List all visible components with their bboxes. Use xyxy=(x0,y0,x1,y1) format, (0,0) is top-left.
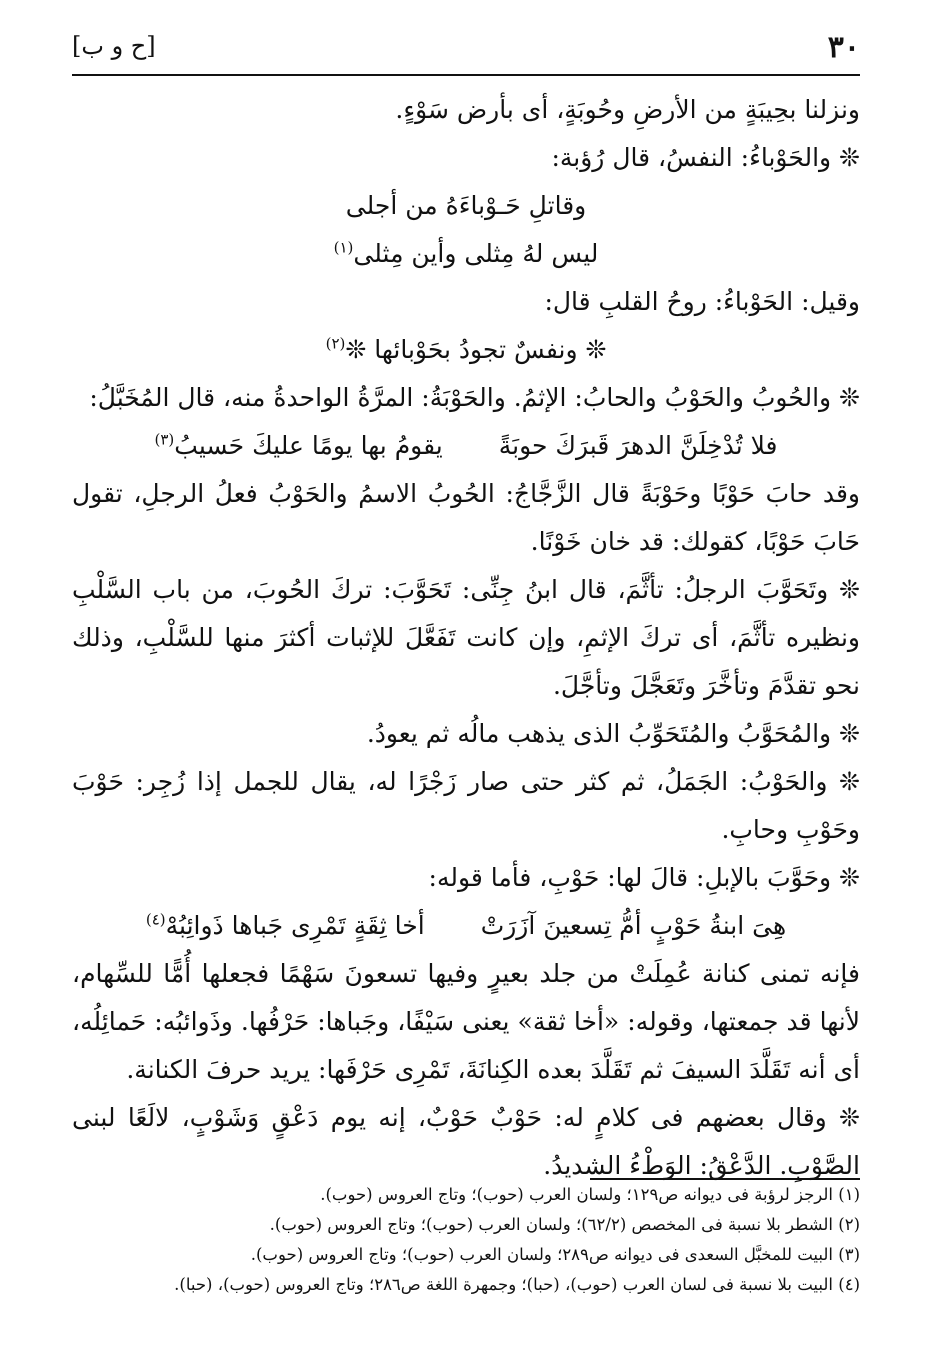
verse-couplet xyxy=(72,902,860,950)
verse-line xyxy=(72,326,860,374)
entry-paragraph xyxy=(72,374,860,422)
line-text: ونزلنا بحِيبَةٍ من الأرضِ وحُوبَةٍ، أى بأرض سَوْءٍ. xyxy=(395,95,860,124)
footnote: (٤) البيت بلا نسبة فى لسان العرب (حوب)، (حبا)؛ وجمهرة اللغة ص٢٨٦؛ وتاج العروس (حوب)، (حبا). xyxy=(174,1275,860,1294)
hemistich-second: يقومُ بها يومًا عليكَ حَسيبُ xyxy=(174,431,443,460)
verse-couplet xyxy=(72,422,860,470)
line-text: ❊ والحَوْباءُ: النفسُ، قال رُؤبة: xyxy=(551,143,860,172)
footnote: (٢) الشطر بلا نسبة فى المخصص (٦٢/٢)؛ ولسان العرب (حوب)؛ وتاج العروس (حوب). xyxy=(269,1215,860,1234)
entry-paragraph xyxy=(72,950,860,1094)
hemistich-first: هِىَ ابنةُ حَوْبٍ أمُّ تِسعينَ آزَرَتْ xyxy=(480,911,787,940)
entry-paragraph xyxy=(72,710,860,758)
hemistich-second: أخا ثِقَةٍ تَمْرِى جَباها ذَوائِبُهْ xyxy=(165,911,425,940)
line-text: ❊ وحَوَّبَ بالإبلِ: قالَ لها: حَوْبِ، فأما قوله: xyxy=(428,863,860,892)
footnote-marker: (٣) xyxy=(154,430,175,449)
hemistich-second-wrap xyxy=(146,902,425,950)
footnotes xyxy=(72,1180,860,1300)
line-text: ❊ وتَحَوَّبَ الرجلُ: تأثَّمَ، قال ابنُ جِنِّى: تَحَوَّبَ: تركَ الحُوبَ، من باب السَّلْبِ ونظيره تأثَّمَ، أى تركَ الإثمِ، وإن كانت تَفَعَّلَ للإثبات أكثرَ منها للسَّلْبِ، وذلك نحو تقدَّمَ وتأخَّرَ وتَعَجَّلَ وتأجَّلَ. xyxy=(72,575,860,700)
root-bracket: [ح و ب] xyxy=(72,32,156,60)
footnote-marker: (٢) xyxy=(325,334,346,353)
line-text: ❊ ونفسٌ تجودُ بحَوْبائها ❊ xyxy=(345,335,607,364)
footnote-marker: (١) xyxy=(333,238,354,257)
entry-paragraph xyxy=(72,86,860,134)
page-number: ٣٠ xyxy=(827,30,860,65)
entry-paragraph xyxy=(72,470,860,566)
entry-paragraph xyxy=(72,278,860,326)
line-text: ❊ والحَوْبُ: الجَمَلُ، ثم كثر حتى صار زَجْرًا له، يقال للجمل إذا زُجِر: حَوْبَ وحَوْبِ وحابِ. xyxy=(72,767,860,844)
verse-line xyxy=(72,230,860,278)
entry-paragraph xyxy=(72,566,860,710)
hemistich-second-wrap xyxy=(155,422,443,470)
footnote-marker: (٤) xyxy=(145,910,166,929)
line-text: وقد حابَ حَوْبًا وحَوْبَةً قال الزَّجَّاجُ: الحُوبُ الاسمُ والحَوْبُ فعلُ الرجلِ، تقول حَابَ حَوْبًا، كقولك: قد خان خَوْنًا. xyxy=(72,479,860,556)
line-text: ❊ والمُحَوَّبُ والمُتَحَوِّبُ الذى يذهب مالُه ثم يعودُ. xyxy=(366,719,860,748)
entry-paragraph xyxy=(72,1094,860,1190)
hemistich-first: فلا تُدْخِلَنَّ الدهرَ قَبرَكَ حوبَةً xyxy=(498,431,778,460)
page-header xyxy=(72,30,860,76)
page-body xyxy=(72,86,860,1190)
footnote: (٣) البيت للمخبَّل السعدى فى ديوانه ص٢٨٩؛ ولسان العرب (حوب)؛ وتاج العروس (حوب). xyxy=(250,1245,860,1264)
line-text: وقاتلِ حَـوْباءَهُ من أجلى xyxy=(345,191,587,220)
line-text: وقيل: الحَوْباءُ: روحُ القلبِ قال: xyxy=(544,287,860,316)
entry-paragraph xyxy=(72,854,860,902)
line-text: ليس لهُ مِثلى وأين مِثلى xyxy=(353,239,599,268)
entry-paragraph xyxy=(72,758,860,854)
line-text: ❊ والحُوبُ والحَوْبُ والحابُ: الإثمُ. والحَوْبَةُ: المرَّةُ الواحدةُ منه، قال المُخَبَّلُ: xyxy=(89,383,860,412)
entry-paragraph xyxy=(72,134,860,182)
verse-line xyxy=(72,182,860,230)
footnote: (١) الرجز لرؤبة فى ديوانه ص١٢٩؛ ولسان العرب (حوب)؛ وتاج العروس (حوب). xyxy=(320,1185,860,1204)
line-text: فإنه تمنى كنانة عُمِلَتْ من جلد بعيرٍ وفيها تسعونَ سَهْمًا فجعلها أُمًّا للسِّهام، لأنها قد جمعتها، وقوله: «أخا ثقة» يعنى سَيْفًا، وجَباها: حَرْفُها. وذَوائبُه: حَمائِلُه، أى أنه تَقَلَّدَ السيفَ ثم تَقَلَّدَ بعده الكِنانَةَ، تَمْرِى حَرْفَها: يريد حرفَ الكنانة. xyxy=(72,959,860,1084)
line-text: ❊ وقال بعضهم فى كلامٍ له: حَوْبٌ حَوْبٌ، إنه يوم دَعْقٍ وَشَوْبٍ، لالَعًا لبنى الصَّوْبِ. الدَّعْقُ: الوَطْءُ الشديدُ. xyxy=(72,1103,860,1180)
